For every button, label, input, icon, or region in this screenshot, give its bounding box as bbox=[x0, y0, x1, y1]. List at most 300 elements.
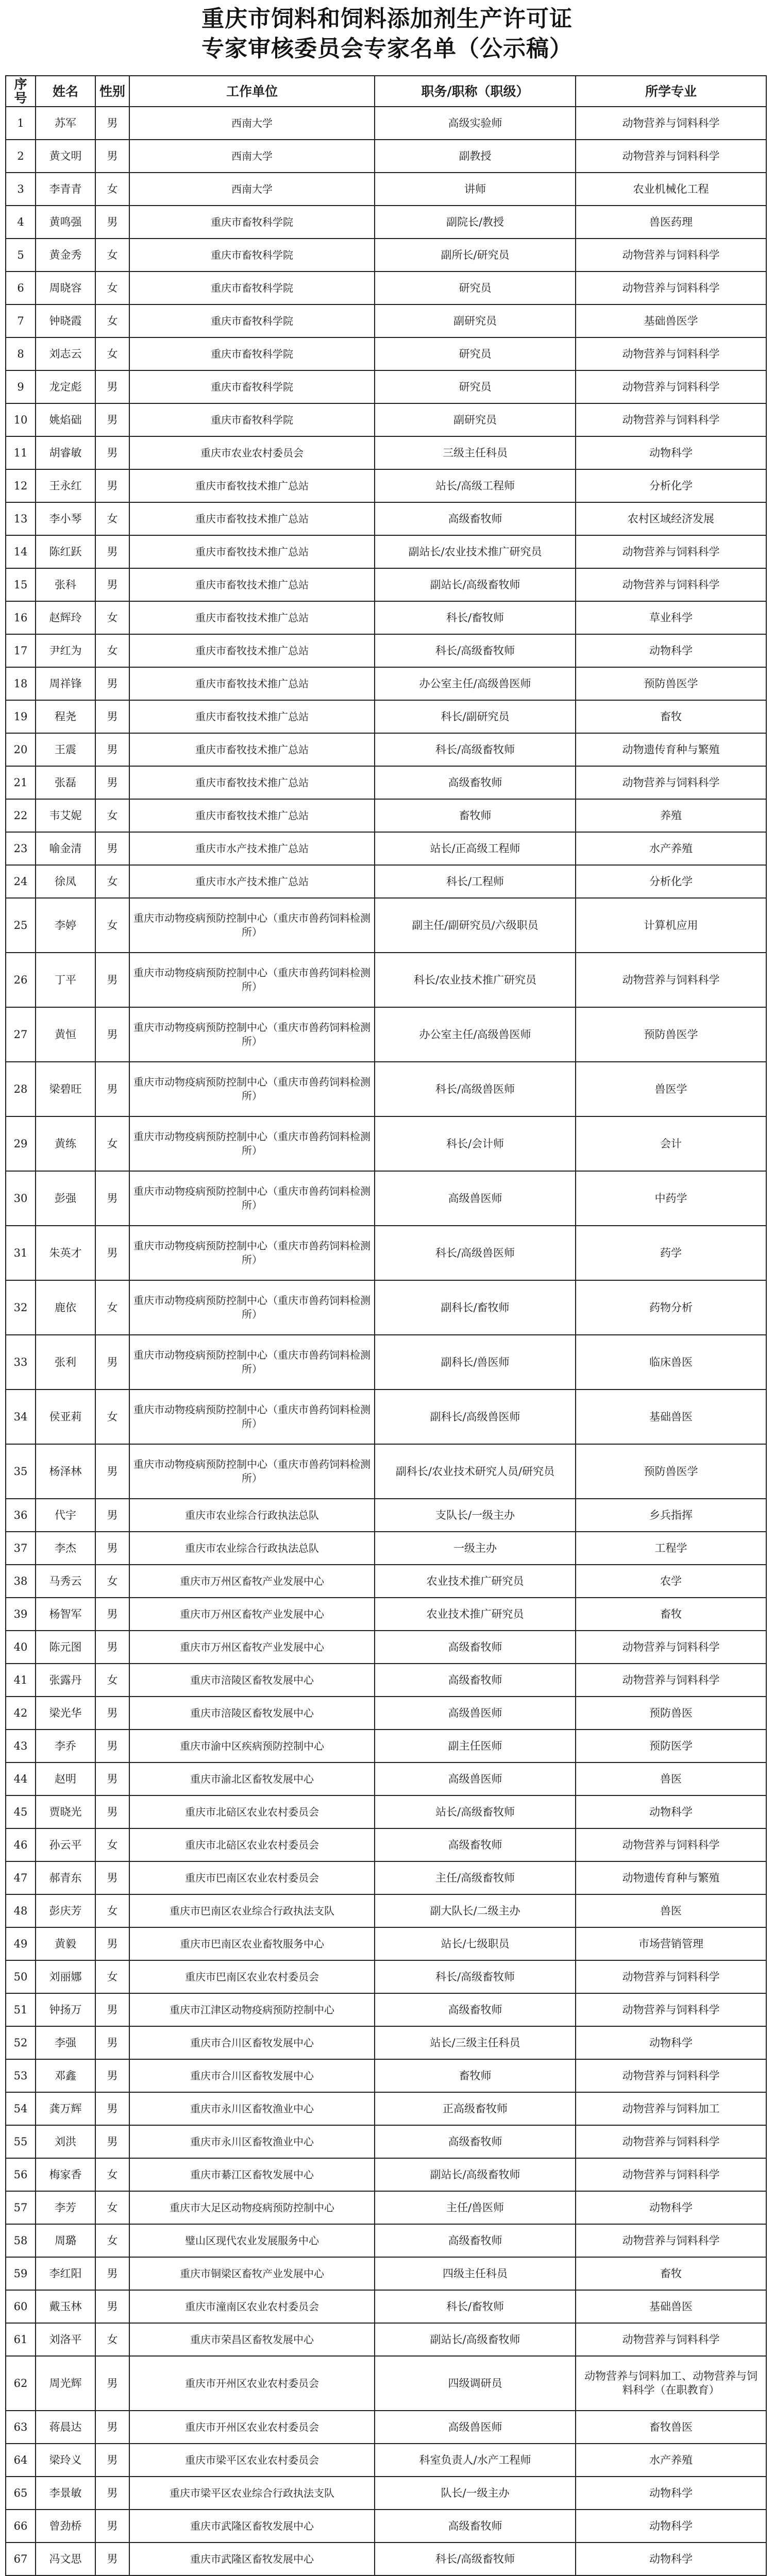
cell-index: 43 bbox=[6, 1730, 36, 1762]
cell-name: 黄金秀 bbox=[36, 239, 95, 272]
cell-title: 队长/一级主办 bbox=[375, 2477, 576, 2510]
cell-title: 科长/高级畜牧师 bbox=[375, 2543, 576, 2575]
cell-title: 科长/会计师 bbox=[375, 1116, 576, 1171]
cell-index: 36 bbox=[6, 1499, 36, 1532]
cell-major: 预防兽医学 bbox=[576, 667, 766, 700]
cell-gender: 男 bbox=[95, 206, 129, 239]
cell-unit: 西南大学 bbox=[129, 107, 375, 140]
table-row bbox=[6, 535, 766, 568]
table-row bbox=[6, 953, 766, 1007]
document-title-line2: 专家审核委员会专家名单（公示稿） bbox=[201, 36, 573, 62]
cell-title: 站长/正高级工程师 bbox=[375, 832, 576, 865]
cell-major: 动物营养与饲料科学 bbox=[576, 370, 766, 403]
cell-unit: 重庆市武隆区畜牧发展中心 bbox=[129, 2510, 375, 2543]
table-row bbox=[6, 2125, 766, 2158]
cell-name: 尹红为 bbox=[36, 634, 95, 667]
table-row bbox=[6, 403, 766, 436]
cell-unit: 重庆市畜牧科学院 bbox=[129, 403, 375, 436]
cell-index: 20 bbox=[6, 733, 36, 766]
cell-index: 61 bbox=[6, 2323, 36, 2356]
cell-major: 动物营养与饲料科学 bbox=[576, 1828, 766, 1861]
cell-unit: 重庆市动物疫病预防控制中心（重庆市兽药饲料检测所） bbox=[129, 953, 375, 1007]
cell-unit: 重庆市武隆区畜牧发展中心 bbox=[129, 2543, 375, 2575]
cell-index: 5 bbox=[6, 239, 36, 272]
cell-title: 站长/高级工程师 bbox=[375, 469, 576, 502]
table-row bbox=[6, 370, 766, 403]
cell-unit: 重庆市动物疫病预防控制中心（重庆市兽药饲料检测所） bbox=[129, 1280, 375, 1335]
cell-title: 科长/农业技术推广研究员 bbox=[375, 953, 576, 1007]
cell-name: 李婷 bbox=[36, 898, 95, 953]
cell-gender: 女 bbox=[95, 2224, 129, 2257]
cell-title: 高级畜牧师 bbox=[375, 502, 576, 535]
cell-name: 刘丽娜 bbox=[36, 1960, 95, 1993]
cell-major: 动物营养与饲料科学 bbox=[576, 2158, 766, 2191]
cell-unit: 重庆市动物疫病预防控制中心（重庆市兽药饲料检测所） bbox=[129, 1062, 375, 1116]
cell-major: 药物分析 bbox=[576, 1280, 766, 1335]
cell-gender: 男 bbox=[95, 107, 129, 140]
cell-name: 周璐 bbox=[36, 2224, 95, 2257]
cell-gender: 男 bbox=[95, 1730, 129, 1762]
cell-name: 李强 bbox=[36, 2026, 95, 2059]
table-row bbox=[6, 272, 766, 304]
cell-gender: 女 bbox=[95, 1280, 129, 1335]
cell-gender: 男 bbox=[95, 403, 129, 436]
table-row bbox=[6, 2026, 766, 2059]
cell-title: 站长/三级主任科员 bbox=[375, 2026, 576, 2059]
cell-gender: 女 bbox=[95, 601, 129, 634]
cell-name: 张科 bbox=[36, 568, 95, 601]
cell-unit: 重庆市开州区农业农村委员会 bbox=[129, 2356, 375, 2411]
cell-index: 8 bbox=[6, 337, 36, 370]
cell-name: 刘洪 bbox=[36, 2125, 95, 2158]
cell-index: 44 bbox=[6, 1762, 36, 1795]
cell-name: 李乔 bbox=[36, 1730, 95, 1762]
cell-name: 杨泽林 bbox=[36, 1444, 95, 1499]
cell-gender: 女 bbox=[95, 1565, 129, 1598]
cell-unit: 重庆市动物疫病预防控制中心（重庆市兽药饲料检测所） bbox=[129, 1444, 375, 1499]
cell-gender: 男 bbox=[95, 700, 129, 733]
cell-title: 副站长/高级畜牧师 bbox=[375, 568, 576, 601]
cell-name: 黄练 bbox=[36, 1116, 95, 1171]
cell-title: 副科长/农业技术研究人员/研究员 bbox=[375, 1444, 576, 1499]
cell-unit: 重庆市农业综合行政执法总队 bbox=[129, 1499, 375, 1532]
cell-index: 17 bbox=[6, 634, 36, 667]
column-header-name: 姓名 bbox=[36, 76, 95, 107]
cell-title: 副研究员 bbox=[375, 403, 576, 436]
cell-title: 四级主任科员 bbox=[375, 2257, 576, 2290]
cell-unit: 重庆市畜牧技术推广总站 bbox=[129, 601, 375, 634]
table-row bbox=[6, 1598, 766, 1631]
cell-unit: 重庆市畜牧技术推广总站 bbox=[129, 535, 375, 568]
cell-unit: 重庆市万州区畜牧产业发展中心 bbox=[129, 1631, 375, 1664]
cell-unit: 重庆市畜牧科学院 bbox=[129, 337, 375, 370]
cell-major: 动物营养与饲料科学 bbox=[576, 403, 766, 436]
cell-title: 支队长/一级主办 bbox=[375, 1499, 576, 1532]
cell-major: 药学 bbox=[576, 1226, 766, 1280]
cell-name: 陈元图 bbox=[36, 1631, 95, 1664]
cell-title: 科长/畜牧师 bbox=[375, 601, 576, 634]
cell-gender: 男 bbox=[95, 2543, 129, 2575]
cell-title: 畜牧师 bbox=[375, 799, 576, 832]
cell-title: 站长/高级畜牧师 bbox=[375, 1795, 576, 1828]
cell-gender: 男 bbox=[95, 832, 129, 865]
cell-name: 赵辉玲 bbox=[36, 601, 95, 634]
cell-index: 66 bbox=[6, 2510, 36, 2543]
table-row bbox=[6, 2059, 766, 2092]
cell-name: 刘志云 bbox=[36, 337, 95, 370]
cell-gender: 男 bbox=[95, 140, 129, 173]
table-row bbox=[6, 2257, 766, 2290]
cell-title: 副大队长/二级主办 bbox=[375, 1894, 576, 1927]
cell-index: 25 bbox=[6, 898, 36, 953]
cell-title: 高级兽医师 bbox=[375, 1697, 576, 1730]
table-row bbox=[6, 1280, 766, 1335]
cell-name: 张利 bbox=[36, 1335, 95, 1389]
cell-gender: 女 bbox=[95, 272, 129, 304]
cell-index: 49 bbox=[6, 1927, 36, 1960]
table-row bbox=[6, 1795, 766, 1828]
cell-index: 34 bbox=[6, 1389, 36, 1444]
cell-major: 动物科学 bbox=[576, 2026, 766, 2059]
cell-gender: 女 bbox=[95, 239, 129, 272]
table-row bbox=[6, 2158, 766, 2191]
cell-major: 市场营销管理 bbox=[576, 1927, 766, 1960]
cell-major: 动物营养与饲料科学 bbox=[576, 272, 766, 304]
cell-major: 预防兽医学 bbox=[576, 1444, 766, 1499]
cell-name: 李青青 bbox=[36, 173, 95, 206]
cell-title: 副站长/高级畜牧师 bbox=[375, 2158, 576, 2191]
cell-title: 高级兽医师 bbox=[375, 1762, 576, 1795]
cell-gender: 女 bbox=[95, 2191, 129, 2224]
table-row bbox=[6, 2411, 766, 2444]
cell-unit: 重庆市潼南区农业农村委员会 bbox=[129, 2290, 375, 2323]
cell-major: 动物营养与饲料科学 bbox=[576, 766, 766, 799]
cell-gender: 男 bbox=[95, 1444, 129, 1499]
cell-index: 38 bbox=[6, 1565, 36, 1598]
table-row bbox=[6, 1116, 766, 1171]
cell-gender: 男 bbox=[95, 568, 129, 601]
cell-index: 37 bbox=[6, 1532, 36, 1565]
cell-gender: 男 bbox=[95, 535, 129, 568]
cell-gender: 男 bbox=[95, 2092, 129, 2125]
cell-gender: 女 bbox=[95, 1664, 129, 1697]
cell-name: 梁光华 bbox=[36, 1697, 95, 1730]
cell-major: 动物营养与饲料科学 bbox=[576, 140, 766, 173]
cell-major: 分析化学 bbox=[576, 865, 766, 898]
cell-name: 李杰 bbox=[36, 1532, 95, 1565]
cell-name: 张磊 bbox=[36, 766, 95, 799]
cell-major: 预防兽医学 bbox=[576, 1007, 766, 1062]
cell-gender: 女 bbox=[95, 173, 129, 206]
cell-major: 计算机应用 bbox=[576, 898, 766, 953]
cell-unit: 重庆市畜牧科学院 bbox=[129, 239, 375, 272]
cell-index: 2 bbox=[6, 140, 36, 173]
table-row bbox=[6, 2191, 766, 2224]
table-row bbox=[6, 140, 766, 173]
cell-unit: 重庆市动物疫病预防控制中心（重庆市兽药饲料检测所） bbox=[129, 1007, 375, 1062]
cell-unit: 重庆市畜牧科学院 bbox=[129, 206, 375, 239]
cell-unit: 重庆市水产技术推广总站 bbox=[129, 832, 375, 865]
table-row bbox=[6, 634, 766, 667]
cell-unit: 重庆市畜牧技术推广总站 bbox=[129, 634, 375, 667]
cell-index: 24 bbox=[6, 865, 36, 898]
cell-unit: 重庆市农业农村委员会 bbox=[129, 436, 375, 469]
cell-name: 陈红跃 bbox=[36, 535, 95, 568]
cell-index: 31 bbox=[6, 1226, 36, 1280]
cell-name: 韦艾妮 bbox=[36, 799, 95, 832]
table-row bbox=[6, 2290, 766, 2323]
cell-unit: 璧山区现代农业发展服务中心 bbox=[129, 2224, 375, 2257]
cell-gender: 男 bbox=[95, 2477, 129, 2510]
cell-title: 科长/副研究员 bbox=[375, 700, 576, 733]
cell-gender: 男 bbox=[95, 370, 129, 403]
cell-major: 基础兽医学 bbox=[576, 304, 766, 337]
cell-unit: 重庆市畜牧技术推广总站 bbox=[129, 799, 375, 832]
cell-index: 56 bbox=[6, 2158, 36, 2191]
cell-index: 52 bbox=[6, 2026, 36, 2059]
cell-name: 龚万辉 bbox=[36, 2092, 95, 2125]
cell-index: 65 bbox=[6, 2477, 36, 2510]
cell-index: 10 bbox=[6, 403, 36, 436]
table-row bbox=[6, 304, 766, 337]
table-row bbox=[6, 865, 766, 898]
cell-gender: 男 bbox=[95, 1993, 129, 2026]
column-header-major: 所学专业 bbox=[576, 76, 766, 107]
cell-title: 正高级畜牧师 bbox=[375, 2092, 576, 2125]
cell-major: 兽医 bbox=[576, 1894, 766, 1927]
cell-title: 高级畜牧师 bbox=[375, 2125, 576, 2158]
cell-name: 贾晓光 bbox=[36, 1795, 95, 1828]
cell-gender: 女 bbox=[95, 1389, 129, 1444]
table-row bbox=[6, 733, 766, 766]
cell-index: 13 bbox=[6, 502, 36, 535]
cell-major: 动物营养与饲料科学 bbox=[576, 337, 766, 370]
cell-name: 喻金清 bbox=[36, 832, 95, 865]
table-row bbox=[6, 1631, 766, 1664]
cell-index: 45 bbox=[6, 1795, 36, 1828]
cell-index: 30 bbox=[6, 1171, 36, 1226]
document-title-line1: 重庆市饲料和饲料添加剂生产许可证 bbox=[201, 6, 573, 32]
cell-unit: 重庆市农业综合行政执法总队 bbox=[129, 1532, 375, 1565]
table-row bbox=[6, 436, 766, 469]
table-row bbox=[6, 832, 766, 865]
table-row bbox=[6, 766, 766, 799]
cell-unit: 重庆市动物疫病预防控制中心（重庆市兽药饲料检测所） bbox=[129, 1171, 375, 1226]
cell-title: 副主任/副研究员/六级职员 bbox=[375, 898, 576, 953]
table-row bbox=[6, 2356, 766, 2411]
cell-major: 基础兽医 bbox=[576, 2290, 766, 2323]
cell-name: 钟扬万 bbox=[36, 1993, 95, 2026]
table-row bbox=[6, 1828, 766, 1861]
cell-title: 副科长/兽医师 bbox=[375, 1335, 576, 1389]
table-row bbox=[6, 799, 766, 832]
cell-gender: 男 bbox=[95, 2411, 129, 2444]
cell-title: 畜牧师 bbox=[375, 2059, 576, 2092]
cell-major: 兽医学 bbox=[576, 1062, 766, 1116]
cell-gender: 女 bbox=[95, 502, 129, 535]
cell-index: 14 bbox=[6, 535, 36, 568]
cell-major: 动物营养与饲料科学 bbox=[576, 2224, 766, 2257]
cell-index: 32 bbox=[6, 1280, 36, 1335]
cell-index: 50 bbox=[6, 1960, 36, 1993]
table-row bbox=[6, 700, 766, 733]
cell-major: 动物科学 bbox=[576, 2191, 766, 2224]
cell-unit: 重庆市大足区动物疫病预防控制中心 bbox=[129, 2191, 375, 2224]
cell-name: 胡睿敏 bbox=[36, 436, 95, 469]
cell-unit: 重庆市北碚区农业农村委员会 bbox=[129, 1795, 375, 1828]
cell-gender: 男 bbox=[95, 1335, 129, 1389]
cell-major: 动物营养与饲料科学 bbox=[576, 2059, 766, 2092]
table-row bbox=[6, 337, 766, 370]
cell-name: 梅家香 bbox=[36, 2158, 95, 2191]
cell-index: 64 bbox=[6, 2444, 36, 2477]
cell-name: 刘洛平 bbox=[36, 2323, 95, 2356]
cell-index: 48 bbox=[6, 1894, 36, 1927]
cell-gender: 女 bbox=[95, 337, 129, 370]
cell-unit: 重庆市合川区畜牧发展中心 bbox=[129, 2026, 375, 2059]
cell-index: 57 bbox=[6, 2191, 36, 2224]
cell-name: 黄毅 bbox=[36, 1927, 95, 1960]
table-row bbox=[6, 239, 766, 272]
cell-major: 畜牧 bbox=[576, 1598, 766, 1631]
cell-name: 钟晓霞 bbox=[36, 304, 95, 337]
cell-index: 59 bbox=[6, 2257, 36, 2290]
cell-name: 邓鑫 bbox=[36, 2059, 95, 2092]
cell-major: 会计 bbox=[576, 1116, 766, 1171]
cell-gender: 男 bbox=[95, 1226, 129, 1280]
cell-major: 乡兵指挥 bbox=[576, 1499, 766, 1532]
table-row bbox=[6, 502, 766, 535]
cell-major: 动物营养与饲料科学 bbox=[576, 239, 766, 272]
cell-major: 分析化学 bbox=[576, 469, 766, 502]
cell-major: 动物营养与饲料科学 bbox=[576, 1631, 766, 1664]
cell-gender: 男 bbox=[95, 1598, 129, 1631]
cell-name: 彭庆芳 bbox=[36, 1894, 95, 1927]
cell-unit: 重庆市万州区畜牧产业发展中心 bbox=[129, 1565, 375, 1598]
cell-title: 高级畜牧师 bbox=[375, 1828, 576, 1861]
cell-gender: 女 bbox=[95, 304, 129, 337]
cell-name: 王震 bbox=[36, 733, 95, 766]
cell-name: 徐凤 bbox=[36, 865, 95, 898]
cell-name: 蒋晨达 bbox=[36, 2411, 95, 2444]
cell-gender: 男 bbox=[95, 667, 129, 700]
cell-name: 冯文思 bbox=[36, 2543, 95, 2575]
cell-title: 科长/高级兽医师 bbox=[375, 1226, 576, 1280]
cell-title: 高级兽医师 bbox=[375, 2411, 576, 2444]
cell-major: 动物科学 bbox=[576, 1795, 766, 1828]
cell-index: 16 bbox=[6, 601, 36, 634]
cell-title: 科长/高级畜牧师 bbox=[375, 733, 576, 766]
cell-unit: 重庆市永川区畜牧渔业中心 bbox=[129, 2125, 375, 2158]
cell-major: 水产养殖 bbox=[576, 832, 766, 865]
cell-title: 副所长/研究员 bbox=[375, 239, 576, 272]
cell-title: 高级畜牧师 bbox=[375, 1993, 576, 2026]
cell-unit: 重庆市万州区畜牧产业发展中心 bbox=[129, 1598, 375, 1631]
cell-gender: 女 bbox=[95, 898, 129, 953]
cell-title: 讲师 bbox=[375, 173, 576, 206]
cell-gender: 男 bbox=[95, 1795, 129, 1828]
cell-gender: 男 bbox=[95, 953, 129, 1007]
cell-unit: 重庆市渝北区畜牧发展中心 bbox=[129, 1762, 375, 1795]
cell-title: 副科长/畜牧师 bbox=[375, 1280, 576, 1335]
cell-unit: 重庆市巴南区农业农村委员会 bbox=[129, 1861, 375, 1894]
cell-index: 6 bbox=[6, 272, 36, 304]
cell-major: 预防兽医 bbox=[576, 1697, 766, 1730]
cell-gender: 男 bbox=[95, 2125, 129, 2158]
cell-unit: 重庆市畜牧技术推广总站 bbox=[129, 568, 375, 601]
cell-gender: 男 bbox=[95, 1007, 129, 1062]
cell-major: 动物营养与饲料科学 bbox=[576, 2125, 766, 2158]
cell-unit: 重庆市开州区农业农村委员会 bbox=[129, 2411, 375, 2444]
cell-index: 55 bbox=[6, 2125, 36, 2158]
cell-unit: 重庆市涪陵区畜牧发展中心 bbox=[129, 1697, 375, 1730]
cell-title: 高级畜牧师 bbox=[375, 2224, 576, 2257]
cell-major: 动物营养与饲料科学 bbox=[576, 1960, 766, 1993]
table-row bbox=[6, 1565, 766, 1598]
cell-major: 草业科学 bbox=[576, 601, 766, 634]
cell-unit: 重庆市永川区畜牧渔业中心 bbox=[129, 2092, 375, 2125]
cell-major: 动物营养与饲料加工 bbox=[576, 2092, 766, 2125]
cell-major: 动物科学 bbox=[576, 436, 766, 469]
cell-gender: 男 bbox=[95, 766, 129, 799]
cell-title: 高级畜牧师 bbox=[375, 766, 576, 799]
table-row bbox=[6, 1894, 766, 1927]
cell-name: 龙定彪 bbox=[36, 370, 95, 403]
cell-index: 21 bbox=[6, 766, 36, 799]
cell-unit: 西南大学 bbox=[129, 140, 375, 173]
cell-unit: 重庆市畜牧技术推广总站 bbox=[129, 733, 375, 766]
cell-major: 农学 bbox=[576, 1565, 766, 1598]
cell-index: 51 bbox=[6, 1993, 36, 2026]
table-row bbox=[6, 568, 766, 601]
cell-index: 63 bbox=[6, 2411, 36, 2444]
cell-major: 动物科学 bbox=[576, 2510, 766, 2543]
cell-major: 畜牧 bbox=[576, 700, 766, 733]
cell-gender: 男 bbox=[95, 733, 129, 766]
cell-unit: 重庆市涪陵区畜牧发展中心 bbox=[129, 1664, 375, 1697]
cell-name: 周光辉 bbox=[36, 2356, 95, 2411]
cell-major: 基础兽医 bbox=[576, 1389, 766, 1444]
cell-title: 副院长/教授 bbox=[375, 206, 576, 239]
table-row bbox=[6, 1499, 766, 1532]
cell-gender: 男 bbox=[95, 1532, 129, 1565]
cell-index: 11 bbox=[6, 436, 36, 469]
cell-gender: 男 bbox=[95, 436, 129, 469]
cell-gender: 男 bbox=[95, 2356, 129, 2411]
table-row bbox=[6, 173, 766, 206]
cell-major: 动物营养与饲料科学 bbox=[576, 1993, 766, 2026]
column-header-index: 序号 bbox=[6, 76, 36, 107]
cell-index: 18 bbox=[6, 667, 36, 700]
cell-major: 动物科学 bbox=[576, 2543, 766, 2575]
cell-unit: 重庆市畜牧技术推广总站 bbox=[129, 667, 375, 700]
table-row bbox=[6, 1389, 766, 1444]
cell-index: 28 bbox=[6, 1062, 36, 1116]
cell-gender: 男 bbox=[95, 2026, 129, 2059]
cell-name: 代宇 bbox=[36, 1499, 95, 1532]
cell-index: 22 bbox=[6, 799, 36, 832]
cell-major: 动物遗传育种与繁殖 bbox=[576, 733, 766, 766]
cell-index: 41 bbox=[6, 1664, 36, 1697]
cell-unit: 重庆市綦江区畜牧发展中心 bbox=[129, 2158, 375, 2191]
cell-title: 高级畜牧师 bbox=[375, 1664, 576, 1697]
cell-major: 动物营养与饲料科学 bbox=[576, 535, 766, 568]
cell-unit: 重庆市畜牧技术推广总站 bbox=[129, 766, 375, 799]
cell-unit: 重庆市动物疫病预防控制中心（重庆市兽药饲料检测所） bbox=[129, 1226, 375, 1280]
cell-major: 畜牧 bbox=[576, 2257, 766, 2290]
cell-title: 高级实验师 bbox=[375, 107, 576, 140]
cell-name: 苏军 bbox=[36, 107, 95, 140]
